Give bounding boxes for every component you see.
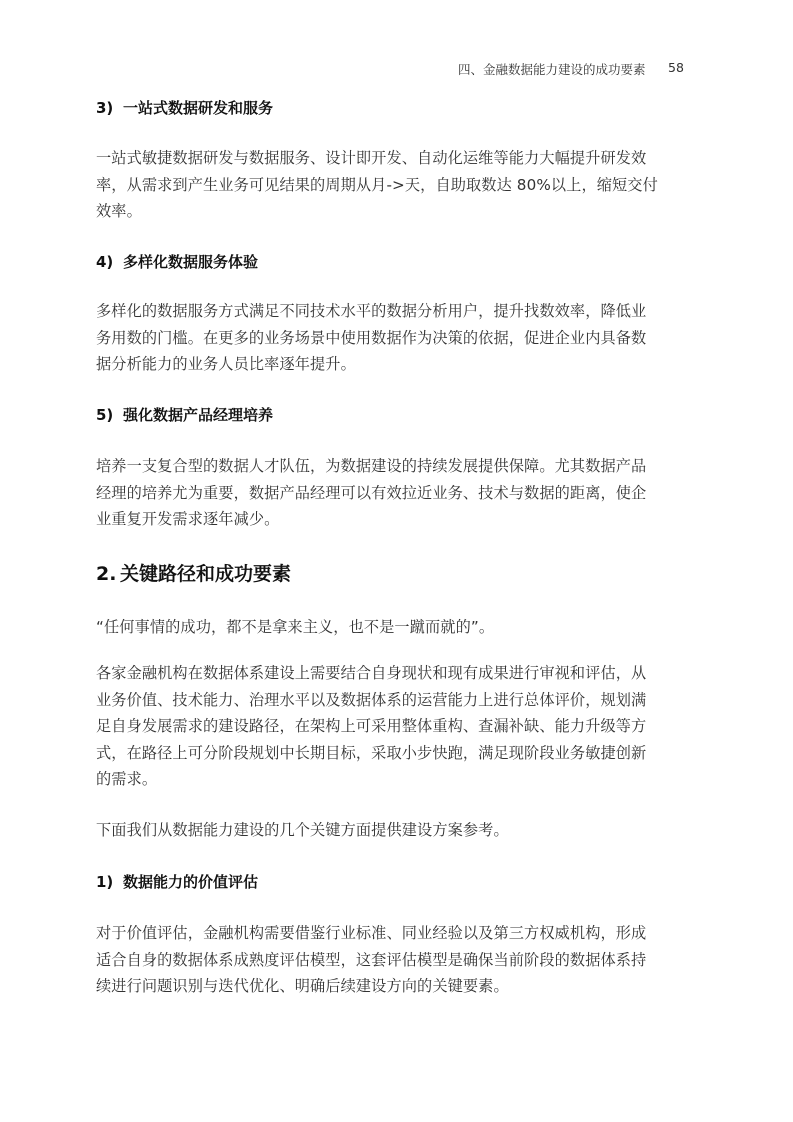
text-line: 经理的培养尤为重要，数据产品经理可以有效拉近业务、技术与数据的距离，使企 [96, 483, 647, 502]
subsection-heading-5 [96, 405, 666, 425]
text-line: 效率。 [96, 202, 142, 220]
text-line: 率，从需求到产生业务可见结果的周期从月->天，自助取数达 80%以上，缩短交付 [96, 175, 658, 194]
text-line: 培养一支复合型的数据人才队伍，为数据建设的持续发展提供保障。尤其数据产品 [96, 457, 647, 475]
text-line: 据分析能力的业务人员比率逐年提升。 [96, 355, 356, 373]
text-line: 多样化的数据服务方式满足不同技术水平的数据分析用户，提升找数效率，降低业 [96, 302, 647, 320]
paragraph-intro-reference [96, 817, 666, 844]
text-line: 务用数的门槛。在更多的业务场景中使用数据作为决策的依据，促进企业内具备数 [96, 328, 647, 347]
chapter-title: 四、金融数据能力建设的成功要素 [458, 62, 646, 77]
section-heading-2 [96, 562, 666, 586]
paragraph-product-manager [96, 453, 666, 533]
subsection-heading-1 [96, 872, 666, 892]
section-number: 2. [96, 563, 117, 585]
subsection-number: 5) [96, 406, 114, 424]
section-title: 关键路径和成功要素 [120, 563, 292, 585]
subsection-title: 多样化数据服务体验 [123, 253, 259, 271]
text-line: 适合自身的数据体系成熟度评估模型，这套评估模型是确保当前阶段的数据体系持 [96, 950, 647, 969]
paragraph-value-assessment [96, 920, 666, 1000]
subsection-title: 一站式数据研发和服务 [123, 99, 274, 117]
subsection-title: 数据能力的价值评估 [123, 873, 259, 891]
subsection-number: 4) [96, 253, 114, 271]
paragraph-diverse-services [96, 298, 666, 378]
paragraph-one-stop [96, 145, 666, 225]
text-line: 下面我们从数据能力建设的几个关键方面提供建设方案参考。 [96, 821, 509, 839]
subsection-heading-4 [96, 252, 666, 272]
text-line: 对于价值评估，金融机构需要借鉴行业标准、同业经验以及第三方权威机构，形成 [96, 924, 647, 942]
text-line: 式，在路径上可分阶段规划中长期目标，采取小步快跑，满足现阶段业务敏捷创新 [96, 743, 647, 762]
text-line: 续进行问题识别与迭代优化、明确后续建设方向的关键要素。 [96, 977, 509, 995]
text-line: 业务价值、技术能力、治理水平以及数据体系的运营能力上进行总体评价，规划满 [96, 690, 647, 709]
paragraph-assessment-path [96, 660, 666, 793]
quote-paragraph [96, 614, 666, 641]
subsection-heading-3 [96, 98, 666, 118]
text-line: 业重复开发需求逐年减少。 [96, 510, 280, 528]
text-line: 各家金融机构在数据体系建设上需要结合自身现状和现有成果进行审视和评估，从 [96, 664, 647, 682]
text-line: 的需求。 [96, 770, 158, 788]
text-line: 足自身发展需求的建设路径，在架构上可采用整体重构、查漏补缺、能力升级等方 [96, 717, 647, 735]
text-line: 一站式敏捷数据研发与数据服务、设计即开发、自动化运维等能力大幅提升研发效 [96, 149, 647, 167]
quote-text: “任何事情的成功，都不是拿来主义，也不是一蹴而就的”。 [96, 618, 495, 636]
subsection-number: 3) [96, 99, 114, 117]
subsection-title: 强化数据产品经理培养 [123, 406, 274, 424]
subsection-number: 1) [96, 873, 114, 891]
page-header [0, 60, 793, 80]
page-number: 58 [668, 60, 684, 75]
